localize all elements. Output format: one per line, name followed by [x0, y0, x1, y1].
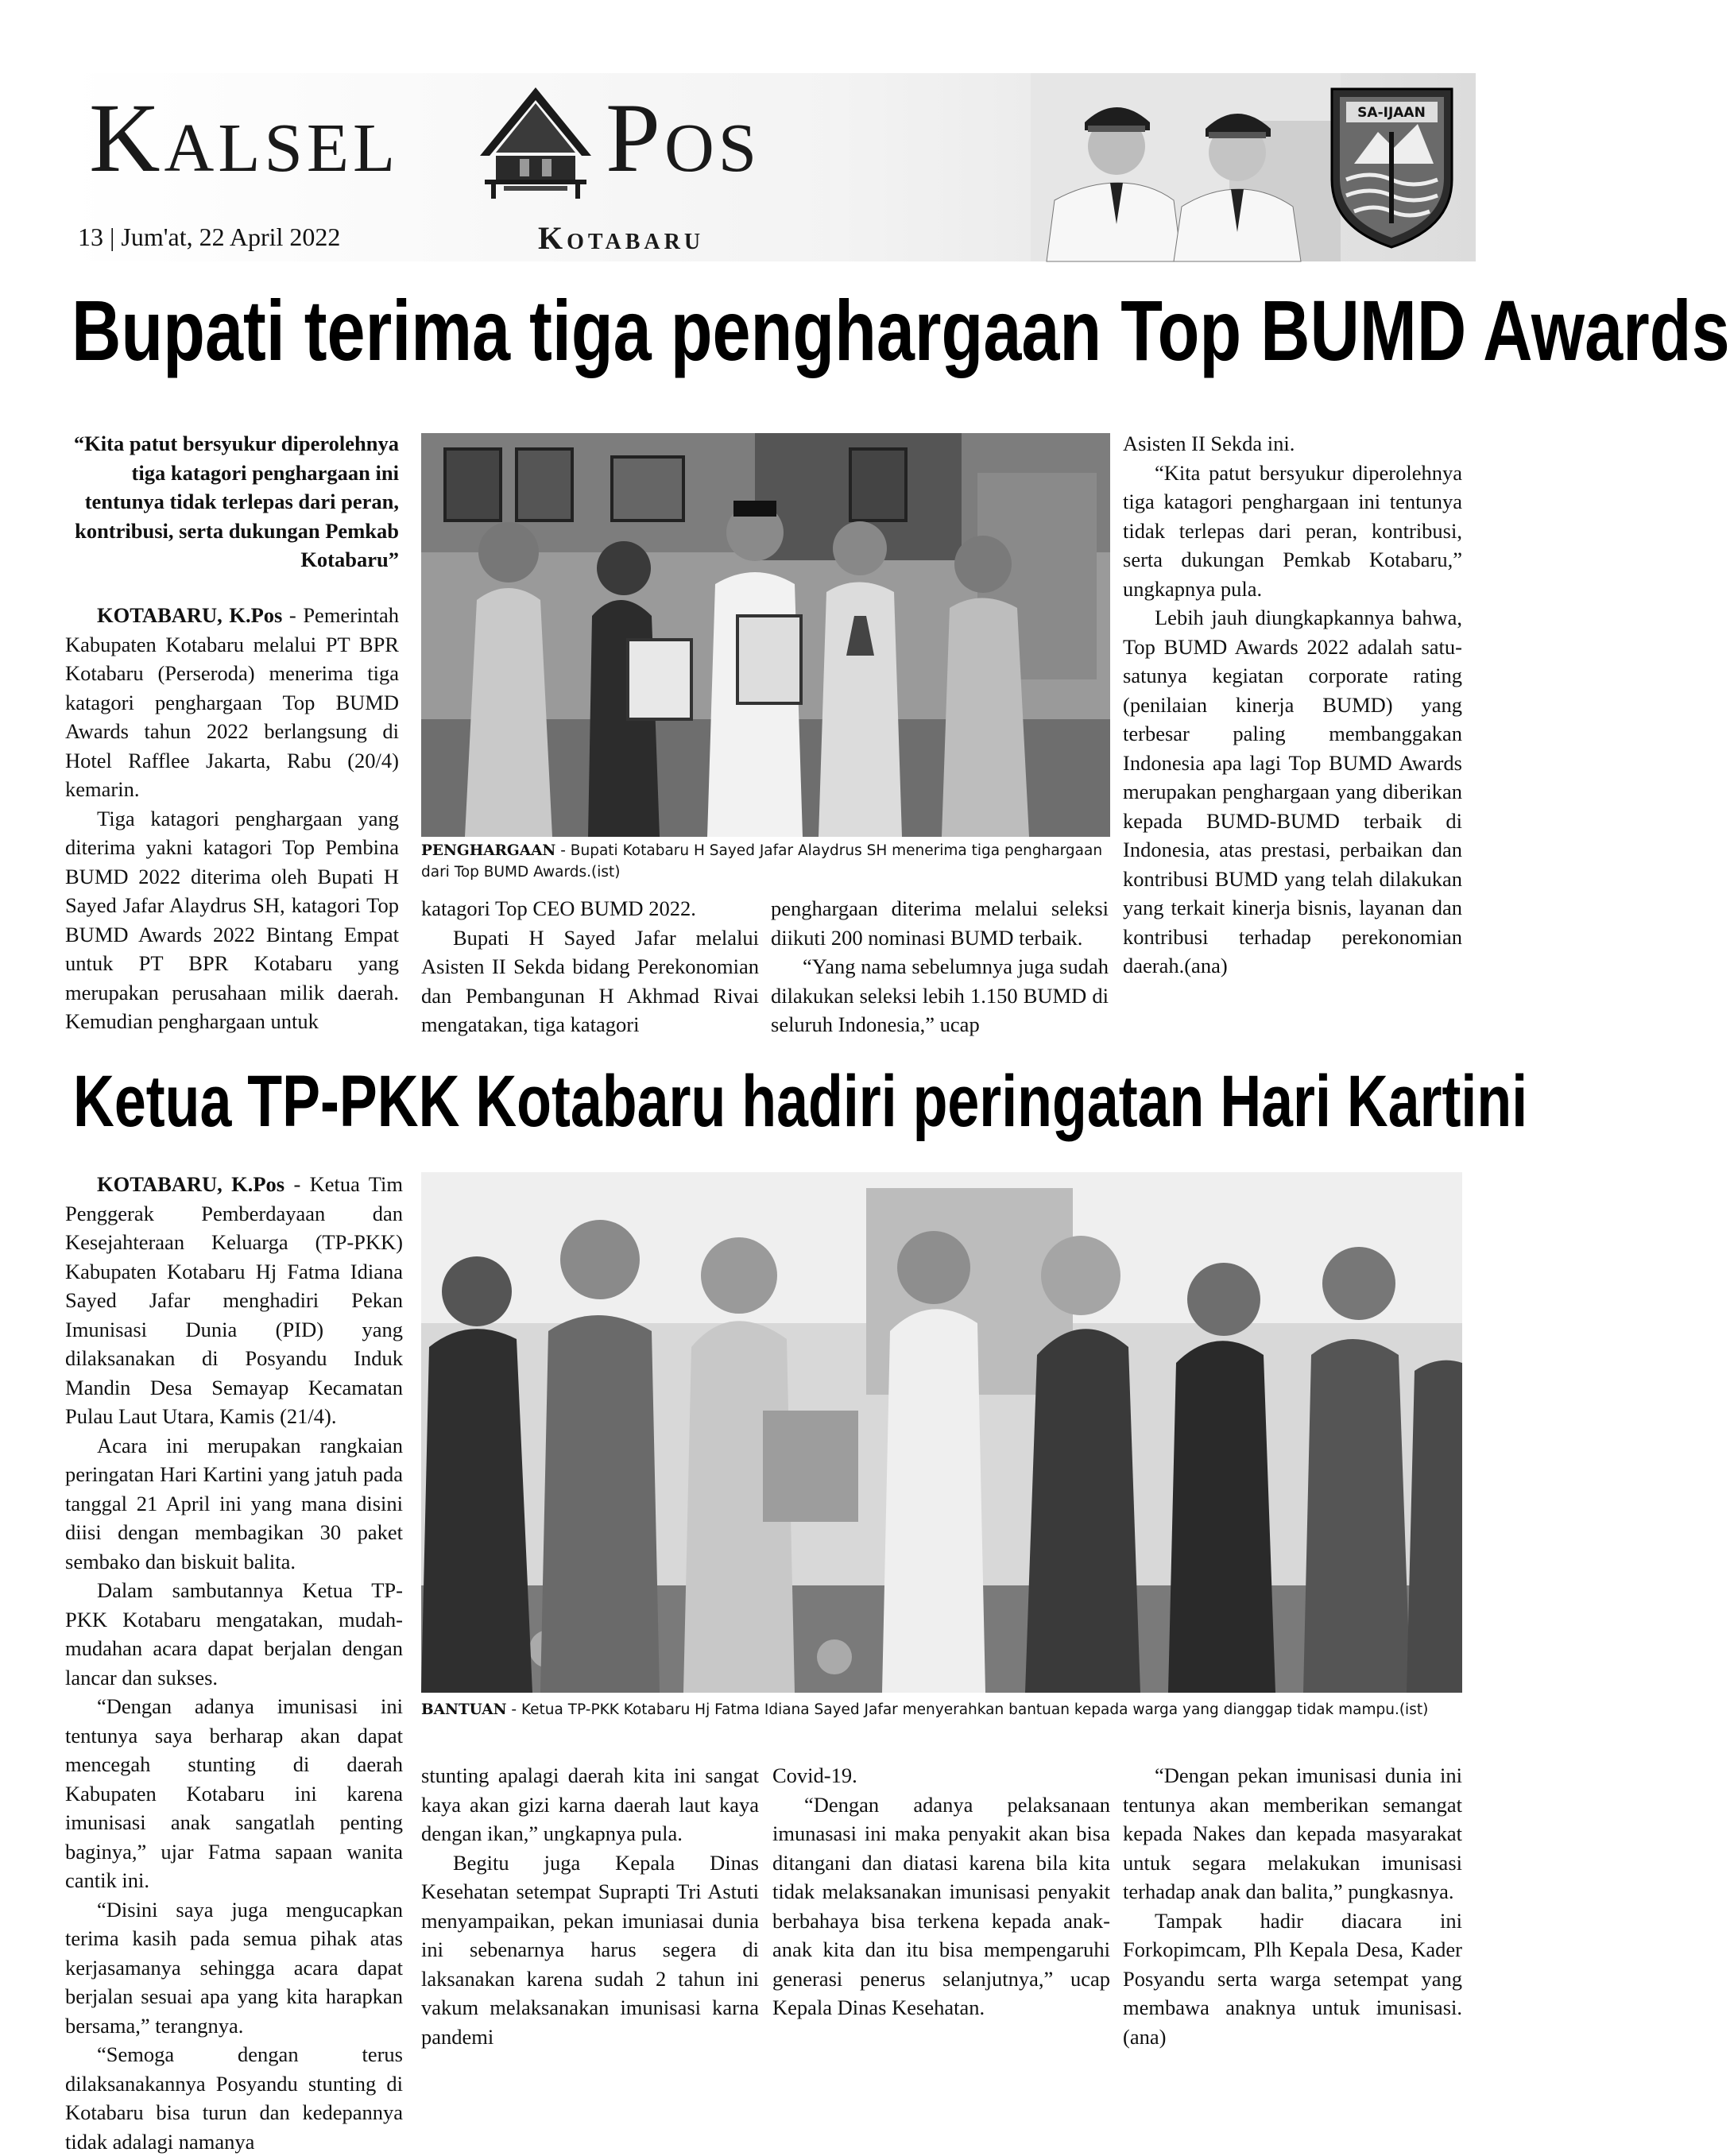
article-1-column-1	[65, 601, 399, 1036]
paragraph: katagori Top CEO BUMD 2022.	[421, 896, 696, 920]
article-2-photo-caption	[421, 1699, 1462, 1721]
article-2-column-2	[421, 1761, 759, 2051]
article-1-headline: Bupati terima tiga penghargaan Top BUMD Awards	[72, 282, 1730, 378]
paragraph: stunting apalagi daerah kita ini sangat kaya akan gizi karna daerah laut kaya dengan ikan,” ungkapnya pula.	[421, 1763, 759, 1845]
award-ceremony-photo	[421, 433, 1110, 837]
paragraph: Covid-19.	[772, 1763, 857, 1787]
issue-date: Jum'at, 22 April 2022	[121, 223, 341, 251]
paragraph: Dalam sambutannya Ketua TP-PKK Kotabaru mengatakan, mudah-mudahan acara dapat berjalan dengan lancar dan sukses.	[65, 1578, 403, 1690]
caption-label: PENGHARGAAN	[421, 842, 556, 859]
paragraph: Lebih jauh diungkapkannya bahwa, Top BUMD Awards 2022 adalah satu-satunya kegiatan corporate rating (penilaian kinerja BUMD) yang terbesar paling membanggakan Indonesia apa lagi Top BUMD Awards merupakan penghargaan yang diberikan kepada BUMD-BUMD terbaik di Indonesia, atas prestasi, perbaikan dan kontribusi BUMD yang telah dilakukan yang terkait kinerja bisnis, layanan dan kontribusi terhadap perekonomian daerah.(ana)	[1123, 606, 1462, 977]
article-1-column-3	[771, 894, 1109, 1039]
article-2-column-3	[772, 1761, 1110, 2022]
regional-officials-photo	[1031, 73, 1341, 261]
masthead	[65, 73, 1476, 261]
paragraph: “Dengan adanya imunisasi ini tentunya saya berharap akan dapat mencegah stunting di daerah Kabupaten Kotabaru ini karena imunisasi anak sangatlah penting baginya,” ujar Fatma sapaan wanita cantik ini.	[65, 1694, 403, 1892]
article-1-dateline: KOTABARU, K.Pos	[97, 603, 283, 627]
banjar-house-logo-icon	[472, 83, 599, 202]
paragraph: “Dengan adanya pelaksanaan imunasasi ini maka penyakit akan bisa ditangani dan diatasi karena bila kita tidak melaksanakan imunisasi penyakit berbahaya bisa terkena kepada anak- anak kita dan itu bisa mempengaruhi generasi penerus selanjutnya,” ucap Kepala Dinas Kesehatan.	[772, 1792, 1110, 2019]
paragraph: Bupati H Sayed Jafar melalui Asisten II Sekda bidang Perekonomian dan Pembangunan H Akhmad Rivai mengatakan, tiga katagori	[421, 925, 759, 1036]
paragraph: “Disini saya juga mengucapkan terima kasih pada semua pihak atas kerjasamanya sehingga acara dapat berjalan sesuai apa yang kita harapkan bersama,” terangnya.	[65, 1897, 403, 2038]
article-1-column-2	[421, 894, 759, 1039]
brand-name-right: Pos	[606, 83, 761, 192]
article-2-column-1	[65, 1170, 403, 2156]
kartini-day-event-photo	[421, 1172, 1462, 1693]
paragraph: “Kita patut bersyukur diperolehnya tiga katagori penghargaan ini tentunya tidak terlepas dari peran, kontribusi, serta dukungan Pemkab Kotabaru,” ungkapnya pula.	[1123, 460, 1462, 601]
paragraph: Acara ini merupakan rangkaian peringatan Hari Kartini yang jatuh pada tanggal 21 April ini yang mana disini diisi dengan membagikan 30 paket sembako dan biskuit balita.	[65, 1433, 403, 1573]
paragraph: - Ketua Tim Penggerak Pemberdayaan dan Kesejahteraan Keluarga (TP-PKK) Kabupaten Kotabaru Hj Fatma Idiana Sayed Jafar menghadiri Pekan Imunisasi Dunia (PID) yang dilaksanakan di Posyandu Induk Mandin Desa Semayap Kecamatan Pulau Laut Utara, Kamis (21/4).	[65, 1172, 403, 1428]
paragraph: “Dengan pekan imunisasi dunia ini tentunya akan memberikan semangat kepada Nakes dan kepada masyarakat untuk segara melakukan imunisasi terhadap anak dan balita,” pungkasnya.	[1123, 1763, 1462, 1903]
edition-line: 13 | Jum'at, 22 April 2022	[78, 223, 341, 251]
paragraph: Asisten II Sekda ini.	[1123, 432, 1295, 455]
paragraph: Tiga katagori penghargaan yang diterima yakni katagori Top Pembina BUMD 2022 diterima oleh Bupati H Sayed Jafar Alaydrus SH, katagori Top BUMD Awards 2022 Bintang Empat untuk PT BPR Kotabaru yang merupakan perusahaan milik daerah. Kemudian penghargaan untuk	[65, 806, 399, 1033]
paragraph: “Yang nama sebelumnya juga sudah dilakukan seleksi lebih 1.150 BUMD di seluruh Indonesia,” ucap	[771, 954, 1109, 1036]
article-2-dateline: KOTABARU, K.Pos	[97, 1172, 285, 1196]
section-name: Kotabaru	[538, 220, 705, 256]
article-2-column-4	[1123, 1761, 1462, 2051]
article-1-photo-caption	[421, 840, 1113, 883]
article-2-headline: Ketua TP-PKK Kotabaru hadiri peringatan Hari Kartini	[73, 1061, 1528, 1142]
caption-label: BANTUAN	[421, 1701, 507, 1718]
emblem-text: SA-IJAAN	[1357, 105, 1426, 121]
brand-name-left: Kalsel	[89, 83, 400, 192]
caption-text: - Ketua TP-PKK Kotabaru Hj Fatma Idiana Sayed Jafar menyerahkan bantuan kepada warga yang dianggap tidak mampu.(ist)	[511, 1701, 1429, 1718]
article-1-column-4	[1123, 429, 1462, 981]
page-number: 13	[78, 223, 103, 251]
paragraph: Begitu juga Kepala Dinas Kesehatan setempat Suprapti Tri Astuti menyampaikan, pekan imuniasai dunia ini sebenarnya harus segera di laksanakan karena sudah 2 tahun ini vakum melaksanakan imunisasi karna pandemi	[421, 1850, 759, 2049]
caption-text: - Bupati Kotabaru H Sayed Jafar Alaydrus SH menerima tiga penghargaan dari Top BUMD Awards.(ist)	[421, 842, 1103, 881]
paragraph: - Pemerintah Kabupaten Kotabaru melalui PT BPR Kotabaru (Perseroda) menerima tiga katagori penghargaan Top BUMD Awards tahun 2022 berlangsung di Hotel Rafflee Jakarta, Rabu (20/4) kemarin.	[65, 603, 400, 801]
regency-coat-of-arms-icon	[1322, 84, 1461, 251]
paragraph: Tampak hadir diacara ini Forkopimcam, Plh Kepala Desa, Kader Posyandu serta warga setempat yang membawa anaknya untuk imunisasi.(ana)	[1123, 1908, 1462, 2049]
paragraph: penghargaan diterima melalui seleksi diikuti 200 nominasi BUMD terbaik.	[771, 896, 1109, 950]
article-1-pull-quote: “Kita patut bersyukur diperolehnya tiga katagori penghargaan ini tentunya tidak terlepas dari peran, kontribusi, serta dukungan Pemkab Kotabaru”	[73, 432, 399, 571]
paragraph: “Semoga dengan terus dilaksanakannya Posyandu stunting di Kotabaru bisa turun dan kedepannya tidak adalagi namanya	[65, 2042, 403, 2154]
